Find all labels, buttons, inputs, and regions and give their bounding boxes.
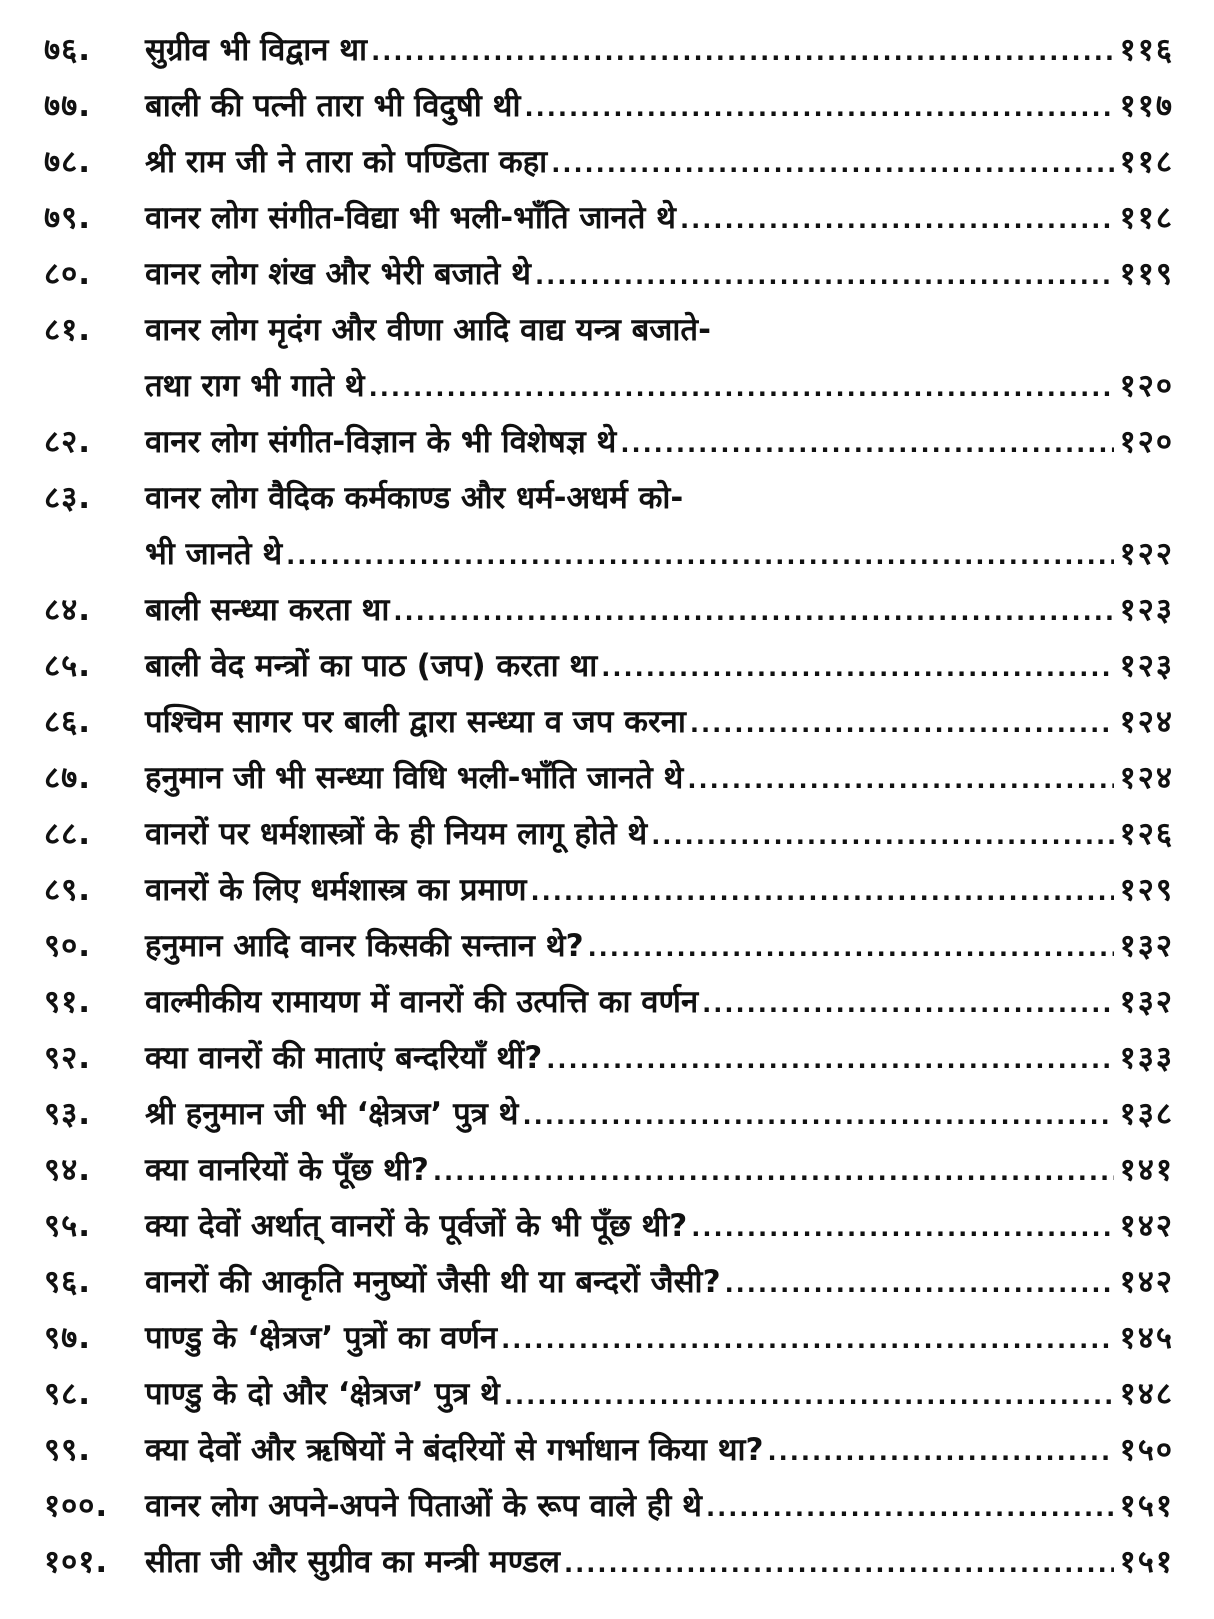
entry-page-number: १५१ [1119,1544,1174,1580]
entry-number: ९८. [44,1376,92,1412]
entry-title-row [145,974,1174,1030]
entry-title-line1: वानर लोग मृदंग और वीणा आदि वाद्य यन्त्र बजाते- [145,312,711,348]
entry-number: ८८. [44,816,92,852]
entry-title: वानर लोग संगीत-विज्ञान के भी विशेषज्ञ थे [145,424,617,460]
toc-entry [0,414,1214,470]
entry-title-row [145,190,1174,246]
toc-entry [0,1478,1214,1534]
dot-leader [433,1144,1114,1200]
entry-title: वानरों के लिए धर्मशास्त्र का प्रमाण [145,872,527,908]
toc-entry [0,134,1214,190]
entry-title-row [145,1534,1174,1590]
entry-title: श्री राम जी ने तारा को पण्डिता कहा [145,144,548,180]
entry-page-number: १२३ [1119,592,1174,628]
entry-title: क्या वानरियों के पूँछ थी? [145,1152,429,1188]
entry-title-quoted: ‘क्षेत्रज’ [337,1376,424,1412]
toc-entry [0,1422,1214,1478]
toc-entry-continuation [0,358,1214,414]
toc-entry [0,22,1214,78]
entry-page-number: ११७ [1119,88,1174,124]
entry-page-number: ११६ [1119,32,1174,68]
entry-number: ८७. [44,760,92,796]
dot-leader [522,1088,1113,1144]
entry-title: हनुमान जी भी सन्ध्या विधि भली-भाँति जानते थे [145,760,684,796]
entry-title [145,1086,518,1142]
entry-page-number: ११८ [1119,144,1174,180]
dot-leader [535,248,1114,304]
entry-title-row [145,358,1174,414]
entry-page-number: ११८ [1119,200,1174,236]
entry-page-number: १४८ [1119,1376,1174,1412]
entry-title-row [145,1366,1174,1422]
toc-entry [0,1142,1214,1198]
entry-page-number: १३२ [1119,928,1174,964]
toc-entry [0,302,1214,358]
entry-title-row [145,526,1174,582]
entry-title-row [145,22,1174,78]
entry-page-number: १२२ [1119,536,1174,572]
entry-number: ८२. [44,424,92,460]
toc-entry [0,694,1214,750]
toc-entry [0,78,1214,134]
entry-page-number: ११९ [1119,256,1174,292]
toc-entry [0,470,1214,526]
entry-number: ९४. [44,1152,92,1188]
entry-title: क्या वानरों की माताएं बन्दरियाँ थीं? [145,1040,543,1076]
entry-page-number: १२३ [1119,648,1174,684]
dot-leader [530,864,1113,920]
dot-leader [620,416,1113,472]
entry-number: ९५. [44,1208,92,1244]
entry-title-row [145,750,1174,806]
entry-title: पश्चिम सागर पर बाली द्वारा सन्ध्या व जप करना [145,704,686,740]
toc-entry [0,1366,1214,1422]
entry-title: क्या देवों अर्थात् वानरों के पूर्वजों के भी पूँछ थी? [145,1208,688,1244]
dot-leader [702,976,1113,1032]
entry-page-number: १२६ [1119,816,1174,852]
entry-page-number: १४१ [1119,1152,1174,1188]
entry-number: ८६. [44,704,92,740]
toc-entry [0,918,1214,974]
entry-number: ९७. [44,1320,92,1356]
toc-entry [0,1254,1214,1310]
dot-leader [687,752,1113,808]
entry-title-row [145,414,1174,470]
entry-title-pre: पाण्डु के दो और [145,1376,338,1412]
dot-leader [706,1480,1114,1536]
entry-page-number: १५१ [1119,1488,1174,1524]
entry-page-number: १२९ [1119,872,1174,908]
dot-leader [546,1032,1113,1088]
entry-title: वानरों पर धर्मशास्त्रों के ही नियम लागू होते थे [145,816,648,852]
entry-title [145,1310,497,1366]
toc-entry [0,190,1214,246]
entry-title: क्या देवों और ऋषियों ने बंदरियों से गर्भाधान किया था? [145,1432,764,1468]
entry-title: वानर लोग अपने-अपने पिताओं के रूप वाले ही थे [145,1488,702,1524]
entry-title-post: पुत्रों का वर्णन [333,1320,498,1356]
entry-number: १००. [44,1488,109,1524]
dot-leader [680,192,1114,248]
entry-title-quoted: ‘क्षेत्रज’ [247,1320,334,1356]
entry-title-row [145,1422,1174,1478]
toc-entry [0,1534,1214,1590]
entry-number: ८१. [44,312,92,348]
entry-title-pre: पाण्डु के [145,1320,248,1356]
entry-title: बाली वेद मन्त्रों का पाठ (जप) करता था [145,648,598,684]
toc-entry [0,750,1214,806]
entry-title [145,1366,500,1422]
entry-number: ८४. [44,592,92,628]
toc-entry [0,1030,1214,1086]
dot-leader [369,360,1114,416]
entry-title: वाल्मीकीय रामायण में वानरों की उत्पत्ति का वर्णन [145,984,699,1020]
entry-page-number: १५० [1119,1432,1174,1468]
toc-entry [0,974,1214,1030]
entry-title-row [145,1310,1174,1366]
toc-entry [0,1310,1214,1366]
table-of-contents [0,10,1214,1610]
toc-entry [0,638,1214,694]
dot-leader [524,80,1113,136]
entry-number: ८३. [44,480,92,516]
entry-title-row [145,1254,1174,1310]
entry-title: बाली की पत्नी तारा भी विदुषी थी [145,88,521,124]
entry-title-quoted: ‘क्षेत्रज’ [356,1096,443,1132]
dot-leader [371,24,1114,80]
entry-number: ७८. [44,144,92,180]
entry-title-row [145,134,1174,190]
entry-title: सीता जी और सुग्रीव का मन्त्री मण्डल [145,1544,561,1580]
entry-number: ७९. [44,200,92,236]
entry-page-number: १२४ [1119,704,1174,740]
entry-title: वानर लोग शंख और भेरी बजाते थे [145,256,531,292]
entry-title: वानरों की आकृति मनुष्यों जैसी थी या बन्दरों जैसी? [145,1264,721,1300]
dot-leader [588,920,1114,976]
entry-title: बाली सन्ध्या करता था [145,592,390,628]
entry-page-number: १२० [1119,368,1174,404]
entry-title: तथा राग भी गाते थे [145,368,365,404]
toc-entry [0,246,1214,302]
entry-title-row [145,918,1174,974]
entry-number: ७७. [44,88,92,124]
dot-leader [501,1312,1114,1368]
entry-title-post: पुत्र थे [442,1096,519,1132]
entry-number: ९९. [44,1432,92,1468]
entry-number: ९०. [44,928,92,964]
entry-title-row [145,582,1174,638]
entry-title: सुग्रीव भी विद्वान था [145,32,368,68]
entry-title-row [145,638,1174,694]
dot-leader [393,584,1113,640]
dot-leader [564,1536,1114,1592]
dot-leader [725,1256,1114,1312]
entry-title-pre: श्री हनुमान जी भी [145,1096,357,1132]
entry-title-row [145,1142,1174,1198]
toc-entry [0,1086,1214,1142]
entry-page-number: १४२ [1119,1208,1174,1244]
entry-number: ९१. [44,984,92,1020]
entry-title-row [145,862,1174,918]
dot-leader [504,1368,1114,1424]
entry-number: ८९. [44,872,92,908]
entry-title: भी जानते थे [145,536,283,572]
dot-leader [286,528,1114,584]
entry-title: वानर लोग संगीत-विद्या भी भली-भाँति जानते थे [145,200,676,236]
entry-number: ९६. [44,1264,92,1300]
entry-page-number: १३३ [1119,1040,1174,1076]
entry-number: ९३. [44,1096,92,1132]
entry-title-row [145,1030,1174,1086]
toc-entry [0,806,1214,862]
toc-entry [0,1198,1214,1254]
entry-title-row [145,1478,1174,1534]
entry-number: ८५. [44,648,92,684]
dot-leader [691,1200,1113,1256]
dot-leader [601,640,1113,696]
toc-entry-continuation [0,526,1214,582]
entry-number: ८०. [44,256,92,292]
toc-entry [0,582,1214,638]
entry-title-row [145,806,1174,862]
entry-title: हनुमान आदि वानर किसकी सन्तान थे? [145,928,584,964]
dot-leader [651,808,1113,864]
entry-title-row [145,1086,1174,1142]
entry-page-number: १२४ [1119,760,1174,796]
entry-page-number: १३८ [1119,1096,1174,1132]
entry-title-row [145,246,1174,302]
entry-page-number: १३२ [1119,984,1174,1020]
entry-title-post: पुत्र थे [423,1376,500,1412]
entry-title-row [145,1198,1174,1254]
entry-number: १०१. [44,1544,109,1580]
entry-title-row [145,694,1174,750]
entry-title-row [145,78,1174,134]
dot-leader [551,136,1113,192]
entry-page-number: १४२ [1119,1264,1174,1300]
entry-page-number: १२० [1119,424,1174,460]
entry-number: ९२. [44,1040,92,1076]
entry-number: ७६. [44,32,92,68]
entry-page-number: १४५ [1119,1320,1174,1356]
toc-entry [0,862,1214,918]
dot-leader [690,696,1114,752]
dot-leader [768,1424,1114,1480]
entry-title-line1: वानर लोग वैदिक कर्मकाण्ड और धर्म-अधर्म को- [145,480,684,516]
